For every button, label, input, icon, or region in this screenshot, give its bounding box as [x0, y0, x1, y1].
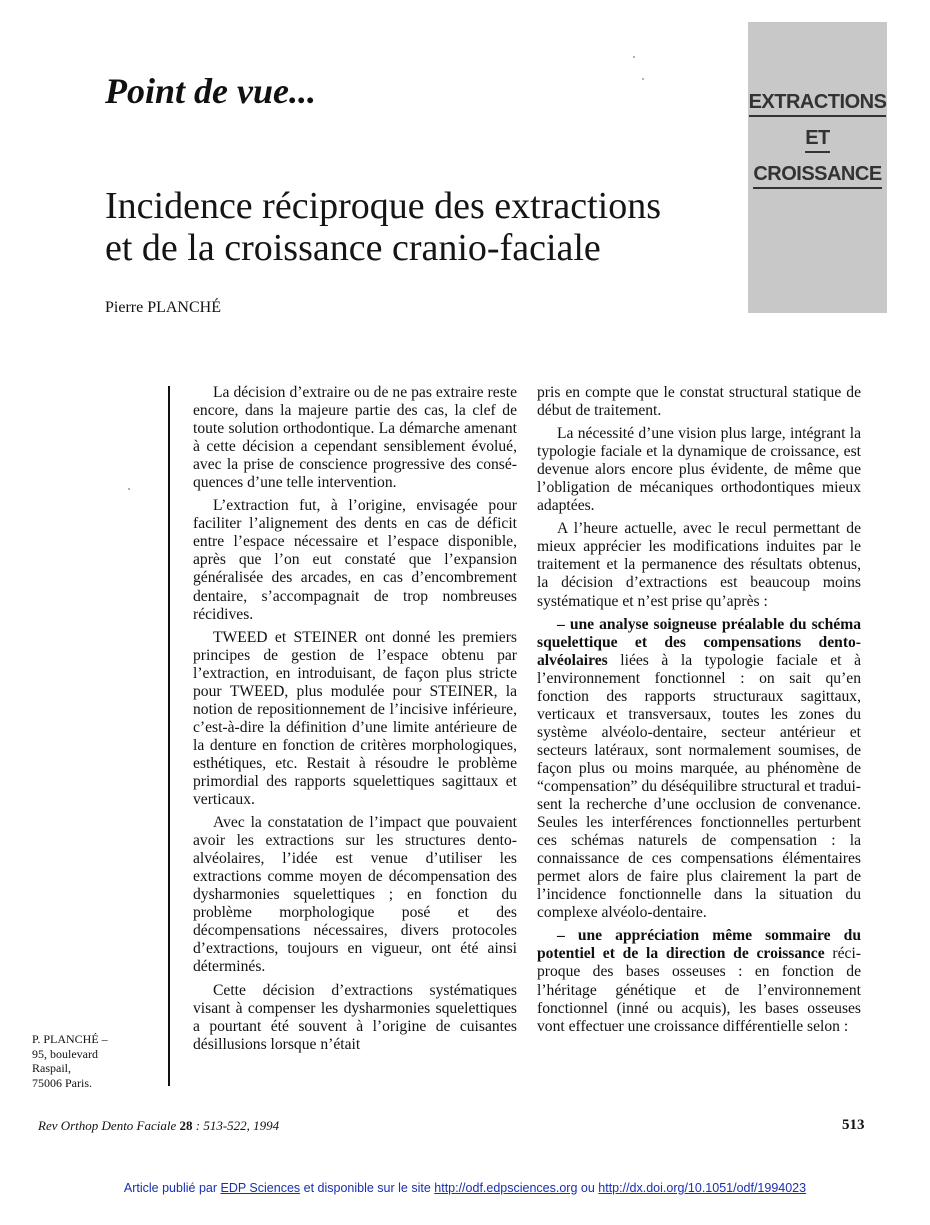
publisher-link[interactable]: EDP Sciences: [220, 1181, 301, 1195]
scan-speck: [642, 78, 644, 80]
author-ref-tweed: TWEED: [229, 682, 285, 700]
doi-link[interactable]: http://dx.doi.org/10.1051/odf/1994023: [598, 1181, 807, 1195]
publication-footer: Article publié par EDP Sciences et disponible sur le site http://odf.edpsciences.org ou http://dx.doi.org/10.1051/odf/1994023: [123, 1181, 807, 1195]
site-link[interactable]: http://odf.edpsciences.org: [434, 1181, 578, 1195]
tag-line-3: CROISSANCE: [753, 162, 881, 189]
paragraph: La décision d’extraire ou de ne pas extraire reste encore, dans la majeure partie des cas, la clef de toute solution orthodontique. La démarche amenant à cette décision a cependant sensiblement évolué, avec la prise de conscience progressive des conséquences d’une telle intervention.: [193, 384, 517, 492]
text-column-right: [537, 384, 861, 1041]
bold-lead: – une appréciation même sommaire du potentiel et de la direction de croissance: [537, 927, 861, 963]
title-line-1: Incidence réciproque des extractions: [105, 185, 662, 227]
paragraph: TWEED et STEINER ont donné les premiers principes de gestion de l’espace obtenu par l’extraction, en introduisant, de façon plus stricte pour TWEED, plus modulée pour STEINER, la notion de repositionnement de l’incisive inférieure, c’est-à-dire la définition d’une limite antérieure de la denture en fonction de critères morphologiques, esthétiques, etc. Restait à résoudre le problème primordial des rapports squelettiques sagittaux et verticaux.: [193, 628, 517, 809]
scan-speck: [633, 56, 635, 58]
paragraph: – une appréciation même sommaire du potentiel et de la direction de croissance réciproque des bases osseuses : en fonction de l’héritage génétique et de l’environnement fonctionnel (inné ou acquis), les bases osseuses vont effectuer une croissance différentielle selon :: [537, 927, 861, 1035]
author-ref-tweed: TWEED: [213, 628, 268, 646]
author-first-name: Pierre: [105, 299, 144, 316]
page-number: 513: [842, 1117, 865, 1133]
title-line-2: et de la croissance cranio-faciale: [105, 227, 601, 269]
text-column-left: [193, 384, 517, 1059]
paragraph: pris en compte que le constat structural statique de début de traitement.: [537, 384, 861, 420]
author-byline: [105, 299, 221, 317]
author-ref-steiner: STEINER: [429, 682, 494, 700]
paragraph: L’extraction fut, à l’origine, envisagée pour faciliter l’alignement des dents en cas de déficit entre l’espace nécessaire et l’espace disponible, après que l’on eut constaté que l’expansion généralisée des arcades, en cas d’encombrement dentaire, s’accompagnait de trop nombreuses récidives.: [193, 497, 517, 623]
paragraph: A l’heure actuelle, avec le recul permettant de mieux apprécier les modifications induites par le traitement et la permanence des résultats obtenus, la décision d’extractions est beaucoup moins systématique et n’est prise qu’après :: [537, 520, 861, 610]
paragraph: La nécessité d’une vision plus large, intégrant la typologie faciale et la dynamique de croissance, est devenue alors encore plus évidente, de même que l’obligation de mécaniques orthodontiques mieux adaptées.: [537, 425, 861, 515]
tag-line-1: EXTRACTIONS: [749, 90, 887, 117]
paragraph: – une analyse soigneuse préalable du schéma squelettique et des compensations dento-alvéolaires liées à la typologie faciale et à l’environnement fonctionnel : on sait qu’en fonction des rapports structuraux sagittaux, verticaux et transversaux, toutes les zones du système alvéolo-dentaire, secteur antérieur et secteurs latéraux, sont normalement soumises, de façon plus ou moins marquée, au phénomène de “compensation” du déséquilibre structural et traduisent la recherche d’une occlusion de convenance. Seules les interférences fonctionnelles perturbent ces schémas naturels de compensation : la connaissance de ces compensations élémentaires permet alors de faire plus clairement la part de l’incidence fonctionnelle dans la situation du complexe alvéolo-dentaire.: [537, 615, 861, 922]
bold-lead: – une analyse soigneuse préalable du schéma squelettique et des compensations dento-alvéolaires: [537, 615, 861, 669]
article-title: [105, 185, 735, 269]
author-ref-steiner: STEINER: [293, 628, 358, 646]
tag-line-2: ET: [805, 126, 830, 153]
author-last-name: PLANCHÉ: [147, 299, 221, 316]
paragraph: Cette décision d’extractions systématiques visant à compenser les dysharmonies squelettiques a pourtant été souvent à l’origine de cuisantes désillusions lorsque n’était: [193, 981, 517, 1053]
scan-speck: [128, 488, 130, 490]
journal-citation: Rev Orthop Dento Faciale 28 : 513-522, 1994: [38, 1118, 280, 1133]
margin-rule: [168, 386, 170, 1086]
paragraph: Avec la constatation de l’impact que pouvaient avoir les extractions sur les structures dento-alvéolaires, l’idée est venue d’utiliser les extractions comme moyen de décompensation des dysharmonies squelettiques ; en fonction du problème morphologique posé et des décompensations nécessaires, divers protocoles d’extractions, toujours en vigueur, ont été ainsi déterminés.: [193, 814, 517, 976]
author-affiliation: P. PLANCHÉ – 95, boulevard Raspail, 75006 Paris.: [32, 1032, 108, 1090]
article-kicker: Point de vue...: [105, 71, 316, 111]
section-tag-box: [748, 22, 887, 313]
